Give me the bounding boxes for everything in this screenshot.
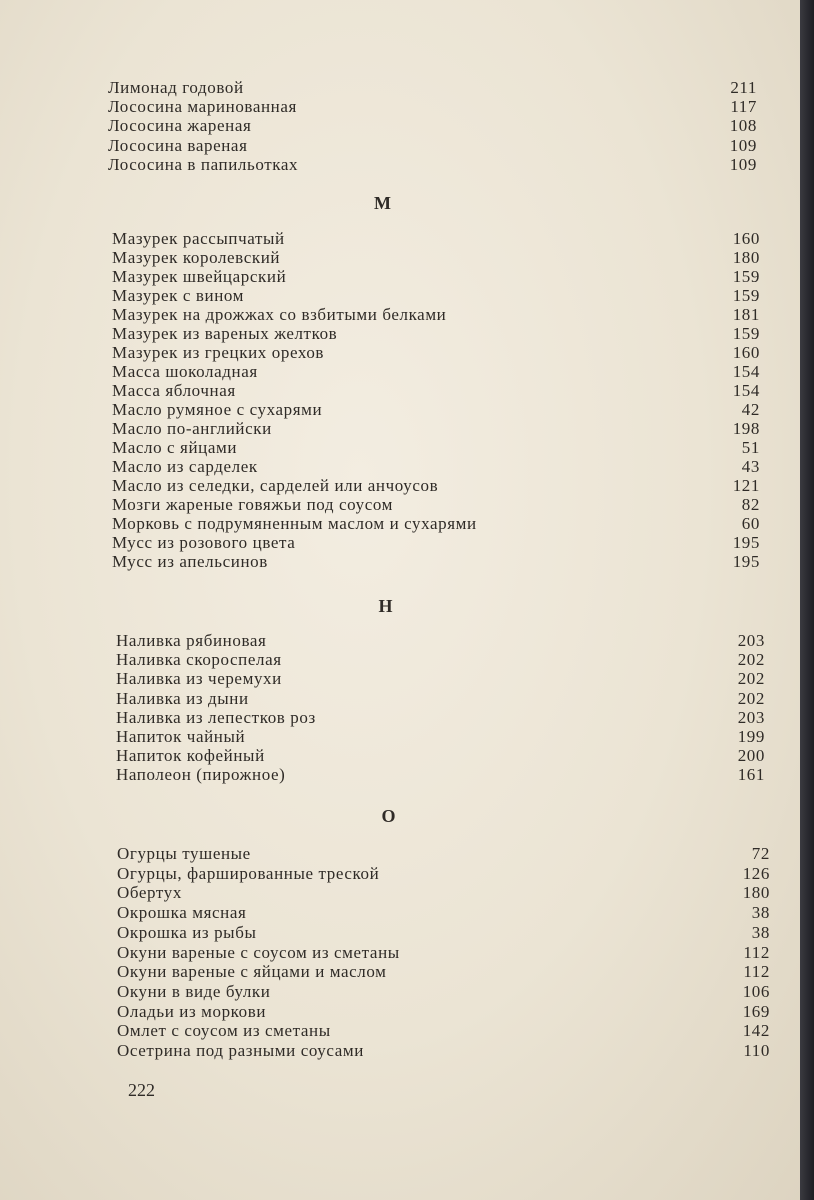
entry-page: 198 [732,419,760,438]
entry-page: 112 [743,962,770,981]
entry-name: Окуни вареные с яйцами и маслом [117,962,387,981]
index-entry [112,495,760,514]
index-entry [117,962,770,981]
entry-page: 199 [737,727,765,746]
index-entry [112,229,760,248]
section-letter: О [381,806,396,826]
index-entry [117,883,770,902]
entry-name: Масло по-английски [112,419,272,438]
entry-name: Мазурек из вареных желтков [112,324,338,343]
index-entry [112,552,760,571]
entry-page: 211 [730,78,757,97]
entry-name: Масло с яйцами [112,438,238,457]
index-entry [108,136,757,155]
index-entry [112,438,760,457]
entry-page: 159 [732,324,760,343]
entry-page: 51 [741,438,760,457]
entry-name: Омлет с соусом из сметаны [117,1021,331,1040]
index-entry [117,923,770,942]
index-entry [112,457,760,476]
entry-name: Огурцы тушеные [117,844,251,863]
entry-name: Масло румяное с сухарями [112,400,323,419]
entry-name: Морковь с подрумяненным маслом и сухарями [112,514,477,533]
entry-page: 117 [730,97,757,116]
entry-page: 126 [742,864,770,883]
entry-page: 200 [737,746,765,765]
index-entry [112,343,760,362]
index-entry [112,305,760,324]
index-entry [112,248,760,267]
entry-name: Наливка рябиновая [116,631,267,650]
entry-name: Огурцы, фаршированные треской [117,864,380,883]
index-entry [116,727,765,746]
entry-name: Наливка из черемухи [116,669,282,688]
entry-name: Обертух [117,883,182,902]
index-entry [117,844,770,863]
entry-name: Напиток чайный [116,727,246,746]
entry-page: 42 [741,400,760,419]
index-entry [117,1041,770,1060]
entry-name: Мазурек с вином [112,286,245,305]
index-entry [112,381,760,400]
entry-name: Наполеон (пирожное) [116,765,286,784]
index-entry [112,400,760,419]
entry-page: 180 [732,248,760,267]
entry-page: 159 [732,267,760,286]
entry-name: Мусс из розового цвета [112,533,296,552]
entry-name: Масло из селедки, сарделей или анчоусов [112,476,439,495]
entry-page: 161 [737,765,765,784]
entry-page: 109 [729,155,757,174]
entry-page: 202 [737,669,765,688]
index-entry [112,419,760,438]
entry-name: Лососина маринованная [108,97,297,116]
entry-name: Мазурек на дрожжах со взбитыми белками [112,305,447,324]
index-entry [117,1002,770,1021]
entry-name: Окрошка из рыбы [117,923,257,942]
index-entry [112,476,760,495]
index-entry [117,1021,770,1040]
index-entry [117,864,770,883]
index-entry [112,267,760,286]
entry-name: Лососина вареная [108,136,248,155]
index-entry [116,708,765,727]
index-entry [112,324,760,343]
index-entry [108,116,757,135]
entry-name: Осетрина под разными соусами [117,1041,364,1060]
index-entry [116,765,765,784]
entry-page: 60 [741,514,760,533]
entry-page: 195 [732,552,760,571]
entry-page: 181 [732,305,760,324]
entry-page: 202 [737,650,765,669]
index-entry [117,943,770,962]
page-number: 222 [128,1080,155,1100]
entry-name: Наливка из лепестков роз [116,708,316,727]
index-entry [112,286,760,305]
entry-name: Наливка скороспелая [116,650,282,669]
entry-name: Лососина жареная [108,116,252,135]
index-entry [108,155,757,174]
entry-name: Лососина в папильотках [108,155,299,174]
index-entry [112,362,760,381]
index-entry [108,78,757,97]
entry-page: 108 [729,116,757,135]
entry-page: 38 [751,923,770,942]
entry-name: Наливка из дыни [116,689,249,708]
index-entry [116,746,765,765]
entry-page: 195 [732,533,760,552]
entry-page: 38 [751,903,770,922]
entry-name: Мазурек королевский [112,248,281,267]
entry-page: 160 [732,229,760,248]
entry-name: Мусс из апельсинов [112,552,268,571]
entry-name: Мазурек рассыпчатый [112,229,285,248]
index-entry [116,631,765,650]
entry-page: 142 [742,1021,770,1040]
entry-name: Лимонад годовой [108,78,244,97]
entry-page: 202 [737,689,765,708]
entry-page: 203 [737,708,765,727]
section-letter: М [374,193,391,213]
index-entry [112,533,760,552]
entry-page: 110 [743,1041,770,1060]
entry-page: 43 [741,457,760,476]
entry-page: 112 [743,943,770,962]
entry-page: 160 [732,343,760,362]
index-entry [117,903,770,922]
entry-name: Напиток кофейный [116,746,265,765]
index-entry [116,689,765,708]
entry-page: 106 [742,982,770,1001]
section-letter: Н [378,596,393,616]
entry-name: Масса яблочная [112,381,236,400]
entry-name: Мозги жареные говяжьи под соусом [112,495,393,514]
entry-page: 109 [729,136,757,155]
entry-name: Масло из сарделек [112,457,258,476]
entry-page: 180 [742,883,770,902]
entry-page: 169 [742,1002,770,1021]
index-entry [116,669,765,688]
scan-edge [800,0,814,1200]
entry-name: Окрошка мясная [117,903,247,922]
entry-page: 154 [732,362,760,381]
index-entry [112,514,760,533]
entry-name: Мазурек швейцарский [112,267,287,286]
index-entry [116,650,765,669]
entry-page: 154 [732,381,760,400]
index-entry [108,97,757,116]
entry-page: 121 [732,476,760,495]
entry-page: 203 [737,631,765,650]
entry-page: 159 [732,286,760,305]
entry-name: Окуни вареные с соусом из сметаны [117,943,400,962]
index-entry [117,982,770,1001]
entry-name: Окуни в виде булки [117,982,271,1001]
entry-page: 82 [741,495,760,514]
entry-name: Мазурек из грецких орехов [112,343,325,362]
entry-page: 72 [751,844,770,863]
entry-name: Оладьи из моркови [117,1002,267,1021]
entry-name: Масса шоколадная [112,362,258,381]
